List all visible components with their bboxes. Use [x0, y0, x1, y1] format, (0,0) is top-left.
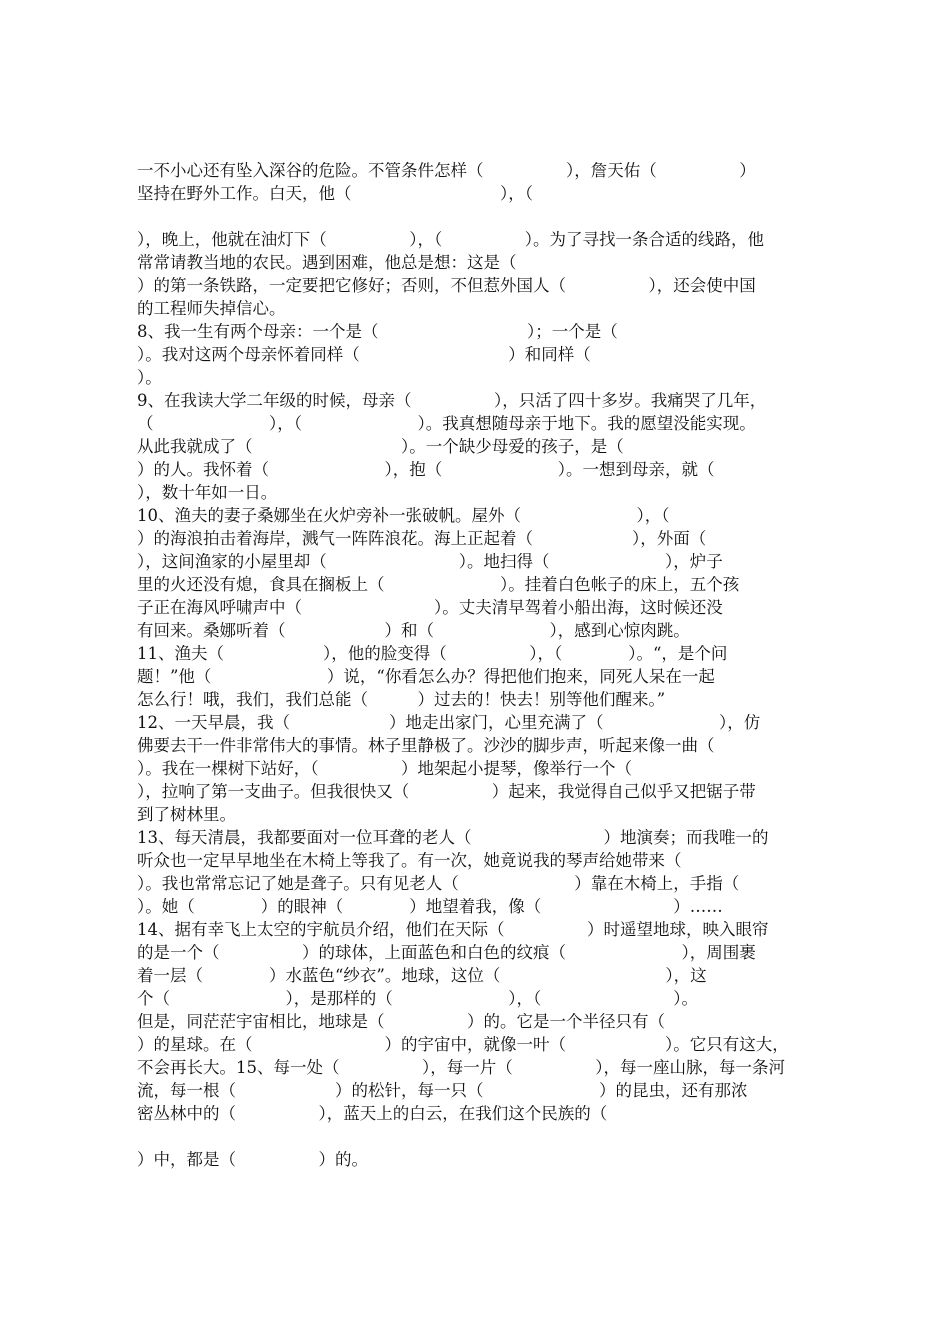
text-line: 13、每天清晨，我都要面对一位耳聋的老人（ ）地演奏；而我唯一的	[137, 828, 769, 847]
text-line: ）。我在一棵树下站好，（ ）地架起小提琴，像举行一个（	[137, 759, 632, 778]
text-line: ），拉响了第一支曲子。但我很快又（ ）起来，我觉得自己似乎又把锯子带	[137, 782, 756, 801]
text-line: ），晚上，他就在油灯下（ ），（ ）。为了寻找一条合适的线路，他	[137, 230, 764, 249]
text-line: 坚持在野外工作。白天，他（ ），（	[137, 184, 533, 203]
text-line: 从此我就成了（ ）。一个缺少母爱的孩子，是（	[137, 437, 624, 456]
text-line: 14、据有幸飞上太空的宇航员介绍，他们在天际（ ）时遥望地球，映入眼帘	[137, 920, 769, 939]
text-line: ）。我也常常忘记了她是聋子。只有见老人（ ）靠在木椅上，手指（	[137, 874, 740, 893]
text-line: ）。我对这两个母亲怀着同样（ ）和同样（	[137, 345, 591, 364]
text-line: ），数十年如一日。	[137, 483, 278, 502]
text-line: 佛要去干一件非常伟大的事情。林子里静极了。沙沙的脚步声，听起来像一曲（	[137, 736, 715, 755]
text-line: （ ），（ ）。我真想随母亲于地下。我的愿望没能实现。	[137, 414, 756, 433]
text-line: ）。她（ ）的眼神（ ）地望着我，像（ ）……	[137, 897, 723, 916]
text-line: 流，每一根（ ）的松针，每一只（ ）的昆虫，还有那浓	[137, 1081, 748, 1100]
text-line: 常常请教当地的农民。遇到困难，他总是想：这是（	[137, 253, 517, 272]
text-line: 但是，同茫茫宇宙相比，地球是（ ）的。它是一个半径只有（	[137, 1012, 665, 1031]
text-line: 一不小心还有坠入深谷的危险。不管条件怎样（ ），詹天佑（ ）	[137, 161, 756, 180]
text-line: 到了树林里。	[137, 805, 236, 824]
text-line: ）的海浪拍击着海岸，溅气一阵阵浪花。海上正起着（ ），外面（	[137, 529, 707, 548]
text-line: 着一层（ ）水蓝色“纱衣”。地球，这位（ ），这	[137, 966, 707, 985]
text-line: 的是一个（ ）的球体，上面蓝色和白色的纹痕（ ），周围裹	[137, 943, 756, 962]
text-line: 10、渔夫的妻子桑娜坐在火炉旁补一张破帆。屋外（ ），（	[137, 506, 670, 525]
text-line: 12、一天早晨，我（ ）地走出家门，心里充满了（ ），仿	[137, 713, 761, 732]
text-line: ）的星球。在（ ）的宇宙中，就像一叶（ ）。它只有这大，	[137, 1035, 789, 1054]
text-line: ）的人。我怀着（ ），抱（ ）。一想到母亲，就（	[137, 460, 715, 479]
text-line: 个（ ），是那样的（ ），（ ）。	[137, 989, 698, 1008]
text-line: 不会再长大。15、每一处（ ），每一片（ ），每一座山脉，每一条河	[137, 1058, 785, 1077]
text-line: ）。	[137, 368, 162, 387]
text-line: 怎么行！哦，我们，我们总能（ ）过去的！快去！别等他们醒来。”	[137, 690, 666, 709]
text-line: 听众也一定早早地坐在木椅上等我了。有一次，她竟说我的琴声给她带来（	[137, 851, 682, 870]
text-line: 题！”他（ ）说，“你看怎么办？得把他们抱来，同死人呆在一起	[137, 667, 715, 686]
text-line: 有回来。桑娜听着（ ）和（ ），感到心惊肉跳。	[137, 621, 690, 640]
text-line: ）的第一条铁路，一定要把它修好；否则，不但惹外国人（ ），还会使中国	[137, 276, 756, 295]
text-line: 11、渔夫（ ），他的脸变得（ ），（ ）。“，是个问	[137, 644, 728, 663]
text-line: 密丛林中的（ ），蓝天上的白云，在我们这个民族的（	[137, 1104, 608, 1123]
text-line: 8、我一生有两个母亲：一个是（ ）；一个是（	[137, 322, 618, 341]
text-line: 的工程师失掉信心。	[137, 299, 286, 318]
text-line: ），这间渔家的小屋里却（ ）。地扫得（ ），炉子	[137, 552, 723, 571]
text-line: 子正在海风呼啸声中（ ）。丈夫清早驾着小船出海，这时候还没	[137, 598, 723, 617]
text-line: ）中，都是（ ）的。	[137, 1150, 368, 1169]
text-line: 9、在我读大学二年级的时候，母亲（ ），只活了四十多岁。我痛哭了几年，	[137, 391, 767, 410]
text-line: 里的火还没有熄，食具在搁板上（ ）。挂着白色帐子的床上，五个孩	[137, 575, 740, 594]
